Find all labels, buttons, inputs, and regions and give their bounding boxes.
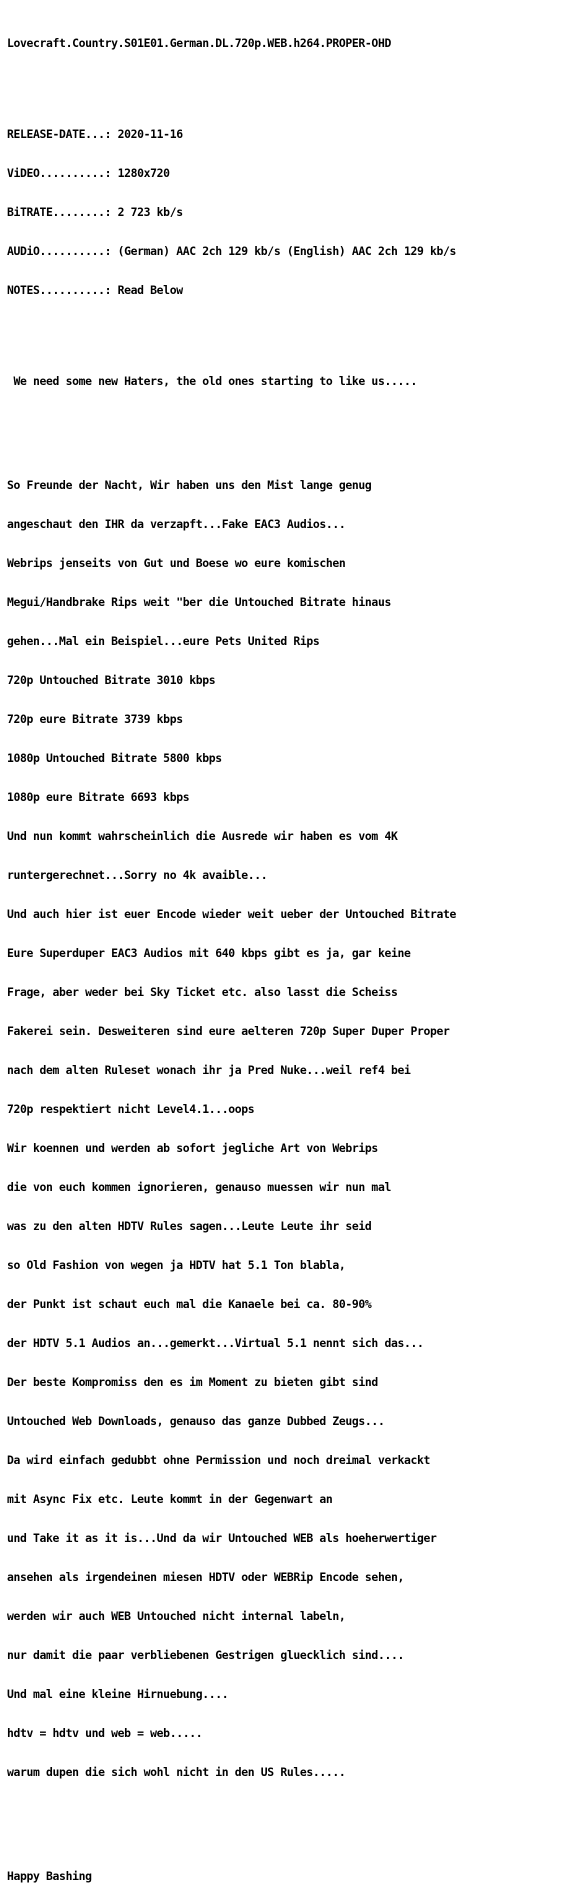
body-line: Webrips jenseits von Gut und Boese wo eure komischen	[7, 556, 346, 570]
body-line: angeschaut den IHR da verzapft...Fake EAC3 Audios...	[7, 517, 346, 531]
body-line: Und nun kommt wahrscheinlich die Ausrede wir haben es vom 4K	[7, 829, 398, 843]
body-line: der HDTV 5.1 Audios an...gemerkt...Virtual 5.1 nennt sich das...	[7, 1336, 424, 1350]
body-line: der Punkt ist schaut euch mal die Kanaele bei ca. 80-90%	[7, 1297, 372, 1311]
body-line: und Take it as it is...Und da wir Untouched WEB als hoeherwertiger	[7, 1531, 437, 1545]
closing-line: Happy Bashing	[7, 1869, 92, 1883]
body-line: Fakerei sein. Desweiteren sind eure aelteren 720p Super Duper Proper	[7, 1024, 450, 1038]
body-line: so Old Fashion von wegen ja HDTV hat 5.1 Ton blabla,	[7, 1258, 346, 1272]
info-audio: AUDiO..........: (German) AAC 2ch 129 kb/s (English) AAC 2ch 129 kb/s	[7, 244, 457, 258]
info-bitrate: BiTRATE........: 2 723 kb/s	[7, 205, 183, 219]
body-line: werden wir auch WEB Untouched nicht internal labeln,	[7, 1609, 346, 1623]
haters-line: We need some new Haters, the old ones starting to like us.....	[7, 374, 417, 388]
body-line: 720p Untouched Bitrate 3010 kbps	[7, 673, 216, 687]
body-line: 720p respektiert nicht Level4.1...oops	[7, 1102, 255, 1116]
body-line: Da wird einfach gedubbt ohne Permission und noch dreimal verkackt	[7, 1453, 431, 1467]
body-line: Wir koennen und werden ab sofort jegliche Art von Webrips	[7, 1141, 378, 1155]
body-line: ansehen als irgendeinen miesen HDTV oder WEBRip Encode sehen,	[7, 1570, 404, 1584]
body-line: Und auch hier ist euer Encode wieder weit ueber der Untouched Bitrate	[7, 907, 457, 921]
body-line: Eure Superduper EAC3 Audios mit 640 kbps gibt es ja, gar keine	[7, 946, 411, 960]
body-line: Frage, aber weder bei Sky Ticket etc. also lasst die Scheiss	[7, 985, 398, 999]
body-line: 1080p Untouched Bitrate 5800 kbps	[7, 751, 222, 765]
body-line: Und mal eine kleine Hirnuebung....	[7, 1687, 229, 1701]
body-line: So Freunde der Nacht, Wir haben uns den Mist lange genug	[7, 478, 372, 492]
body-line: die von euch kommen ignorieren, genauso muessen wir nun mal	[7, 1180, 391, 1194]
info-notes: NOTES..........: Read Below	[7, 283, 183, 297]
body-line: Untouched Web Downloads, genauso das ganze Dubbed Zeugs...	[7, 1414, 385, 1428]
spacer	[7, 76, 456, 89]
body-line: Der beste Kompromiss den es im Moment zu bieten gibt sind	[7, 1375, 378, 1389]
spacer	[7, 323, 456, 336]
body-line: 1080p eure Bitrate 6693 kbps	[7, 790, 190, 804]
release-title: Lovecraft.Country.S01E01.German.DL.720p.WEB.h264.PROPER-OHD	[7, 36, 391, 50]
body-line: Megui/Handbrake Rips weit "ber die Untouched Bitrate hinaus	[7, 595, 391, 609]
body-line: mit Async Fix etc. Leute kommt in der Gegenwart an	[7, 1492, 333, 1506]
body-line: was zu den alten HDTV Rules sagen...Leute Leute ihr seid	[7, 1219, 372, 1233]
spacer	[7, 1805, 456, 1831]
body-line: warum dupen die sich wohl nicht in den US Rules.....	[7, 1765, 346, 1779]
body-line: 720p eure Bitrate 3739 kbps	[7, 712, 183, 726]
spacer	[7, 414, 456, 440]
body-line: hdtv = hdtv und web = web.....	[7, 1726, 203, 1740]
body-line: nach dem alten Ruleset wonach ihr ja Pred Nuke...weil ref4 bei	[7, 1063, 411, 1077]
body-line: runtergerechnet...Sorry no 4k avaible...	[7, 868, 268, 882]
body-line: nur damit die paar verbliebenen Gestrigen gluecklich sind....	[7, 1648, 404, 1662]
nfo-text	[7, 11, 456, 1896]
info-video: ViDEO..........: 1280x720	[7, 166, 170, 180]
info-release-date: RELEASE-DATE...: 2020-11-16	[7, 127, 183, 141]
body-line: gehen...Mal ein Beispiel...eure Pets United Rips	[7, 634, 320, 648]
